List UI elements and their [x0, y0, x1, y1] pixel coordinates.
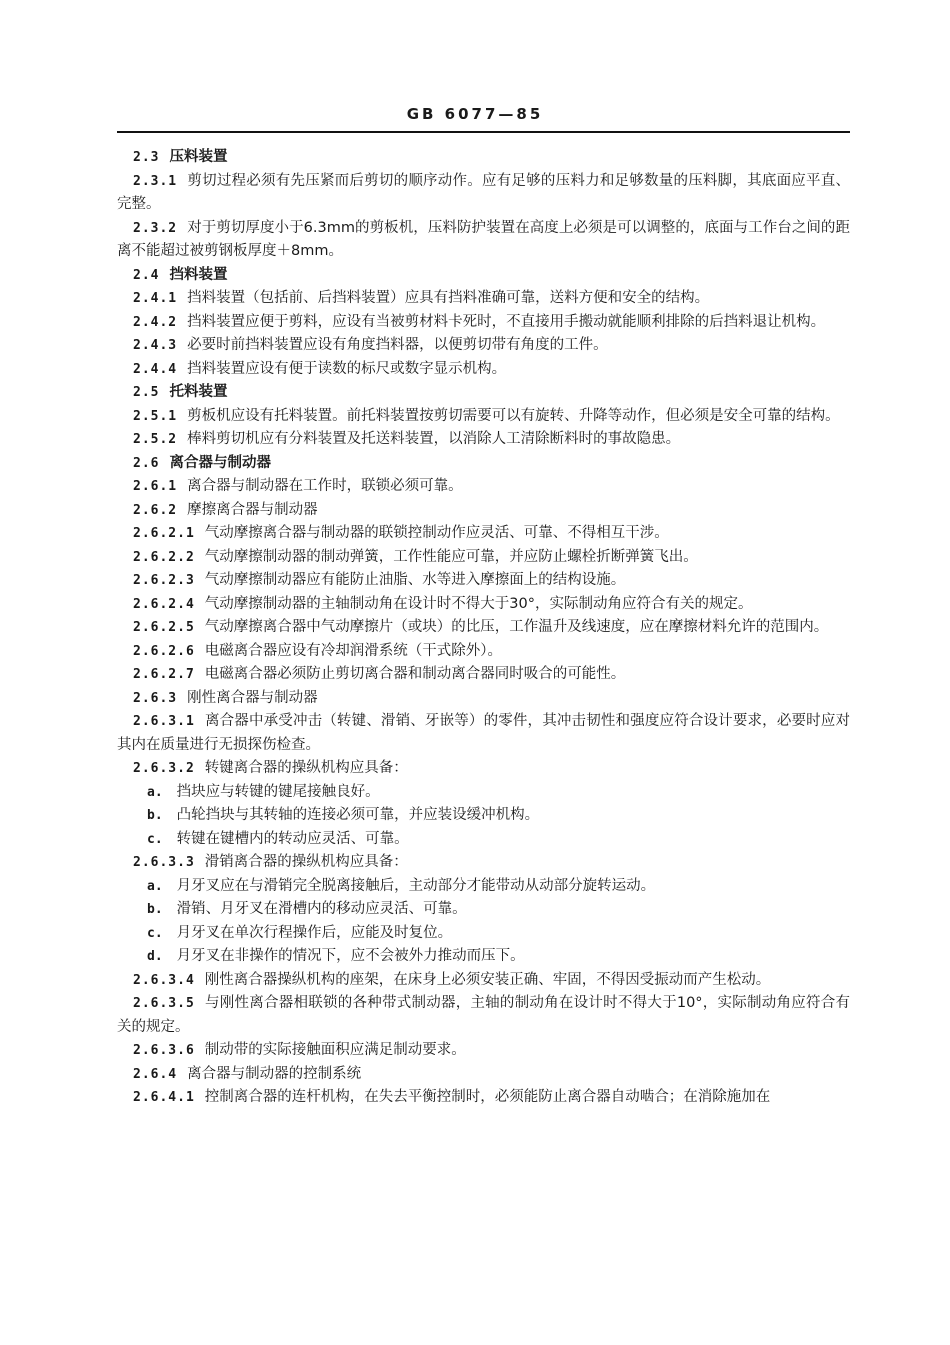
clause-text: 离合器与制动器在工作时，联锁必须可靠。 [187, 478, 463, 494]
list-item [117, 781, 850, 805]
list-marker: c. [147, 831, 163, 847]
standard-code-header: GB 6077—85 [406, 105, 544, 123]
section-number: 2.5 [133, 385, 160, 400]
clause-text: 制动带的实际接触面积应满足制动要求。 [204, 1042, 466, 1058]
section-title: 压料装置 [169, 149, 228, 165]
clause-text: 气动摩擦离合器与制动器的联锁控制动作应灵活、可靠、不得相互干涉。 [204, 525, 669, 541]
clause-paragraph [117, 1063, 850, 1087]
clause-paragraph [117, 569, 850, 593]
clause-paragraph [117, 593, 850, 617]
list-item [117, 875, 850, 899]
clause-text: 电磁离合器应设有冷却润滑系统（干式除外）。 [204, 642, 503, 659]
clause-text: 刚性离合器与制动器 [187, 689, 318, 706]
section-heading [117, 381, 850, 405]
section-title: 托料装置 [169, 384, 228, 400]
clause-text: 对于剪切厚度小于6.3mm的剪板机，压料防护装置在高度上必须是可以调整的，底面与工作台之间的距离不能超过被剪钢板厚度＋8mm。 [117, 219, 850, 259]
clause-number: 2.6.3.3 [133, 855, 195, 870]
clause-paragraph [117, 287, 850, 311]
clause-text: 气动摩擦制动器的制动弹簧，工作性能应可靠，并应防止螺栓折断弹簧飞出。 [204, 548, 698, 565]
section-title: 离合器与制动器 [169, 454, 271, 471]
clause-paragraph [117, 969, 850, 993]
clause-paragraph [117, 475, 850, 499]
clause-number: 2.3.1 [133, 173, 178, 189]
list-item [117, 828, 850, 852]
list-item-text: 月牙叉在单次行程操作后，应能及时复位。 [176, 924, 453, 941]
clause-text: 剪切过程必须有先压紧而后剪切的顺序动作。应有足够的压料力和足够数量的压料脚，其底面应平直、完整。 [117, 172, 850, 212]
clause-paragraph [117, 710, 850, 757]
clause-text: 摩擦离合器与制动器 [187, 501, 318, 518]
clause-number: 2.6.3.6 [133, 1043, 195, 1058]
clause-number: 2.6.2 [133, 502, 178, 518]
list-item-text: 月牙叉在非操作的情况下，应不会被外力推动而压下。 [176, 948, 525, 964]
clause-text: 必要时前挡料装置应设有角度挡料器，以便剪切带有角度的工件。 [187, 337, 608, 353]
section-title: 挡料装置 [169, 266, 228, 283]
clause-paragraph [117, 640, 850, 664]
clause-number: 2.6.2.2 [133, 549, 195, 565]
list-item-text: 滑销、月牙叉在滑槽内的移动应灵活、可靠。 [176, 901, 467, 917]
clause-text: 挡料装置应设有便于读数的标尺或数字显示机构。 [187, 360, 507, 377]
list-marker: b. [147, 902, 163, 917]
clause-number: 2.6.2.4 [133, 596, 195, 612]
list-item [117, 898, 850, 922]
clause-text: 剪板机应设有托料装置。前托料装置按剪切需要可以有旋转、升降等动作，但必须是安全可靠的结构。 [187, 407, 840, 424]
section-number: 2.6 [133, 455, 160, 471]
clause-paragraph [117, 170, 850, 217]
clause-number: 2.6.3.4 [133, 972, 195, 988]
clause-text: 气动摩擦制动器的主轴制动角在设计时不得大于30°，实际制动角应符合有关的规定。 [204, 595, 753, 612]
list-marker: a. [147, 878, 163, 894]
clause-text: 棒料剪切机应有分料装置及托送料装置，以消除人工清除断料时的事故隐患。 [187, 431, 681, 447]
clause-number: 2.4.2 [133, 314, 178, 330]
clause-number: 2.4.4 [133, 361, 178, 377]
clause-number: 2.6.3.2 [133, 761, 195, 776]
clause-paragraph [117, 687, 850, 711]
clause-text: 气动摩擦离合器中气动摩擦片（或块）的比压，工作温升及线速度，应在摩擦材料允许的范围内。 [204, 619, 829, 635]
list-item [117, 804, 850, 828]
clause-paragraph [117, 428, 850, 452]
list-item-text: 凸轮挡块与其转轴的连接必须可靠，并应装设缓冲机构。 [176, 807, 540, 823]
clause-number: 2.6.2.3 [133, 573, 195, 588]
clause-number: 2.6.2.5 [133, 620, 195, 635]
clause-paragraph [117, 217, 850, 264]
document-body [117, 146, 850, 1110]
clause-number: 2.5.2 [133, 432, 178, 447]
clause-paragraph [117, 663, 850, 687]
list-marker: b. [147, 808, 163, 823]
section-heading [117, 264, 850, 288]
clause-number: 2.6.4.1 [133, 1090, 195, 1105]
clause-number: 2.6.3 [133, 690, 178, 706]
clause-paragraph [117, 616, 850, 640]
clause-number: 2.6.2.6 [133, 643, 195, 659]
header-rule [117, 131, 850, 133]
list-item-text: 月牙叉应在与滑销完全脱离接触后，主动部分才能带动从动部分旋转运动。 [176, 877, 656, 894]
clause-paragraph [117, 499, 850, 523]
clause-number: 2.6.3.1 [133, 714, 195, 729]
clause-paragraph [117, 405, 850, 429]
clause-number: 2.6.2.7 [133, 667, 195, 682]
clause-text: 控制离合器的连杆机构，在失去平衡控制时，必须能防止离合器自动啮合；在消除施加在 [204, 1089, 771, 1105]
list-item-text: 转键在键槽内的转动应灵活、可靠。 [176, 830, 409, 847]
clause-number: 2.6.4 [133, 1066, 178, 1082]
clause-paragraph [117, 546, 850, 570]
clause-number: 2.6.3.5 [133, 996, 195, 1011]
clause-paragraph [117, 522, 850, 546]
clause-text: 气动摩擦制动器应有能防止油脂、水等进入摩擦面上的结构设施。 [204, 572, 626, 588]
clause-number: 2.4.1 [133, 291, 178, 306]
list-item [117, 945, 850, 969]
clause-text: 挡料装置应便于剪料，应设有当被剪材料卡死时，不直接用手搬动就能顺利排除的后挡料退让机构。 [187, 313, 826, 330]
list-marker: d. [147, 949, 163, 964]
clause-text: 离合器与制动器的控制系统 [187, 1065, 362, 1082]
clause-paragraph [117, 851, 850, 875]
clause-paragraph [117, 757, 850, 781]
section-number: 2.3 [133, 150, 160, 165]
clause-paragraph [117, 358, 850, 382]
list-marker: c. [147, 925, 163, 941]
clause-paragraph [117, 311, 850, 335]
clause-text: 离合器中承受冲击（转键、滑销、牙嵌等）的零件，其冲击韧性和强度应符合设计要求，必要时应对其内在质量进行无损探伤检查。 [117, 713, 850, 753]
list-item-text: 挡块应与转键的键尾接触良好。 [176, 783, 380, 800]
clause-number: 2.4.3 [133, 338, 178, 353]
clause-paragraph [117, 1086, 850, 1110]
clause-text: 挡料装置（包括前、后挡料装置）应具有挡料准确可靠，送料方便和安全的结构。 [187, 290, 710, 306]
clause-paragraph [117, 334, 850, 358]
clause-number: 2.6.1 [133, 479, 178, 494]
clause-text: 滑销离合器的操纵机构应具备： [204, 854, 408, 870]
section-heading [117, 452, 850, 476]
clause-paragraph [117, 1039, 850, 1063]
clause-text: 电磁离合器必须防止剪切离合器和制动离合器同时吸合的可能性。 [204, 666, 626, 682]
list-marker: a. [147, 784, 163, 800]
clause-text: 转键离合器的操纵机构应具备： [204, 760, 408, 776]
clause-text: 与刚性离合器相联锁的各种带式制动器，主轴的制动角在设计时不得大于10°，实际制动角应符合有关的规定。 [117, 995, 850, 1035]
clause-text: 刚性离合器操纵机构的座架，在床身上必须安装正确、牢固，不得因受振动而产生松动。 [204, 971, 771, 988]
clause-paragraph [117, 992, 850, 1039]
section-number: 2.4 [133, 267, 160, 283]
clause-number: 2.6.2.1 [133, 526, 195, 541]
clause-number: 2.5.1 [133, 408, 178, 424]
section-heading [117, 146, 850, 170]
list-item [117, 922, 850, 946]
clause-number: 2.3.2 [133, 220, 178, 236]
